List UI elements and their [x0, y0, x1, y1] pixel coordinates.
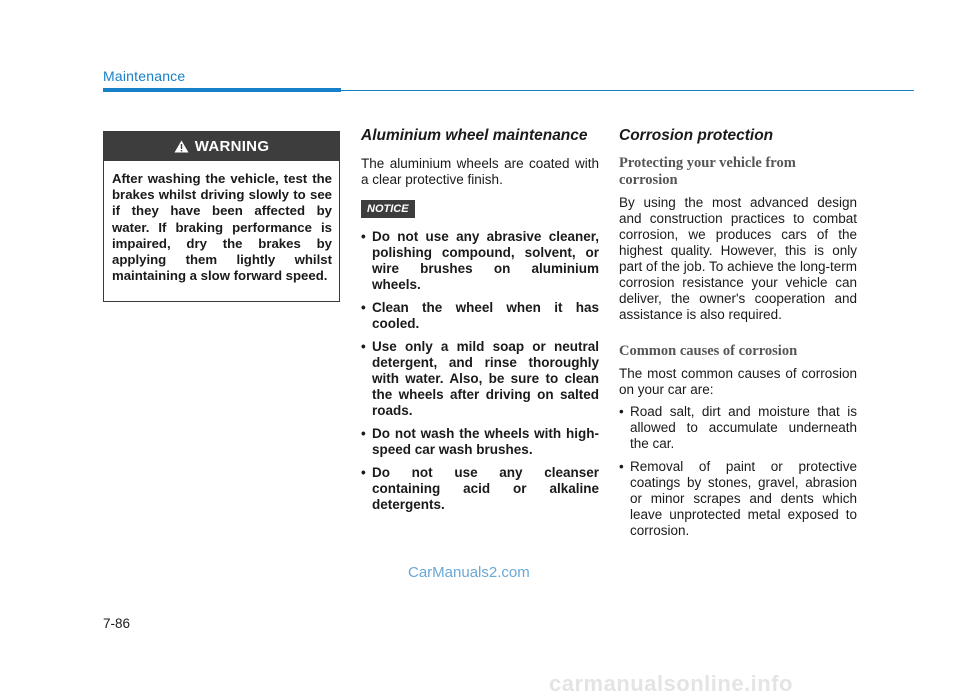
list-item-text: Removal of paint or protective coatings by stones, gravel, abrasion or minor scrapes and dents which leave unprotected metal exposed to corrosion.: [630, 459, 857, 538]
notice-list: [361, 229, 599, 513]
bullet: •: [619, 459, 624, 474]
list-item-text: Clean the wheel when it has cooled.: [372, 300, 599, 331]
bullet: •: [619, 404, 624, 419]
warning-title: WARNING: [194, 138, 270, 155]
causes-intro: The most common causes of corrosion on your car are:: [619, 366, 857, 397]
bullet: •: [361, 426, 366, 441]
page-number: 7-86: [103, 616, 131, 631]
list-item: [361, 339, 599, 419]
aluminium-intro: The aluminium wheels are coated with a clear protective finish.: [361, 156, 599, 187]
header-rule-thick: [103, 88, 341, 92]
warning-box: [103, 131, 340, 302]
list-item-text: Do not wash the wheels with high-speed car wash brushes.: [372, 426, 599, 457]
bullet: •: [361, 339, 366, 354]
aluminium-section: [361, 126, 599, 520]
bullet: •: [361, 465, 366, 480]
bullet: •: [361, 300, 366, 315]
list-item-text: Use only a mild soap or neutral detergent, and rinse thoroughly with water. Also, be sure to clean the wheels after driving on salted roads.: [372, 339, 599, 418]
corrosion-section: [619, 126, 857, 546]
bullet: •: [361, 229, 366, 244]
corrosion-subheading-causes: Common causes of corrosion: [619, 343, 798, 359]
corrosion-subheading-protecting: Protecting your vehicle from corrosion: [619, 155, 796, 188]
list-item-text: Do not use any cleanser containing acid or alkaline detergents.: [372, 465, 599, 512]
list-item: [361, 465, 599, 513]
footer-watermark: carmanualsonline.info: [549, 671, 793, 696]
notice-badge: NOTICE: [361, 200, 415, 218]
list-item: [361, 300, 599, 332]
warning-text: After washing the vehicle, test the brakes whilst driving slowly to see if they have been affected by water. If braking performance is impaired, dry the brakes by applying them lightly whilst maintaining a slow forward speed.: [112, 171, 332, 284]
list-item: [619, 404, 857, 452]
list-item: [619, 459, 857, 539]
causes-list: [619, 404, 857, 539]
list-item-text: Road salt, dirt and moisture that is allowed to accumulate underneath the car.: [630, 404, 857, 451]
warning-triangle-icon: [174, 140, 189, 153]
list-item: [361, 426, 599, 458]
list-item: [361, 229, 599, 293]
corrosion-paragraph: By using the most advanced design and construction practices to combat corrosion, we produces cars of the highest quality. However, this is only part of the job. To achieve the long-term corrosion resistance your vehicle can deliver, the owner's cooperation and assistance is also required.: [619, 195, 857, 322]
list-item-text: Do not use any abrasive cleaner, polishing compound, solvent, or wire brushes on aluminium wheels.: [372, 229, 599, 292]
corrosion-heading: Corrosion protection: [619, 127, 774, 144]
watermark-link[interactable]: CarManuals2.com: [408, 564, 530, 581]
warning-header: [104, 132, 339, 161]
section-title: Maintenance: [103, 68, 186, 84]
header-rule-thin: [341, 90, 914, 91]
aluminium-heading: Aluminium wheel maintenance: [361, 127, 588, 144]
